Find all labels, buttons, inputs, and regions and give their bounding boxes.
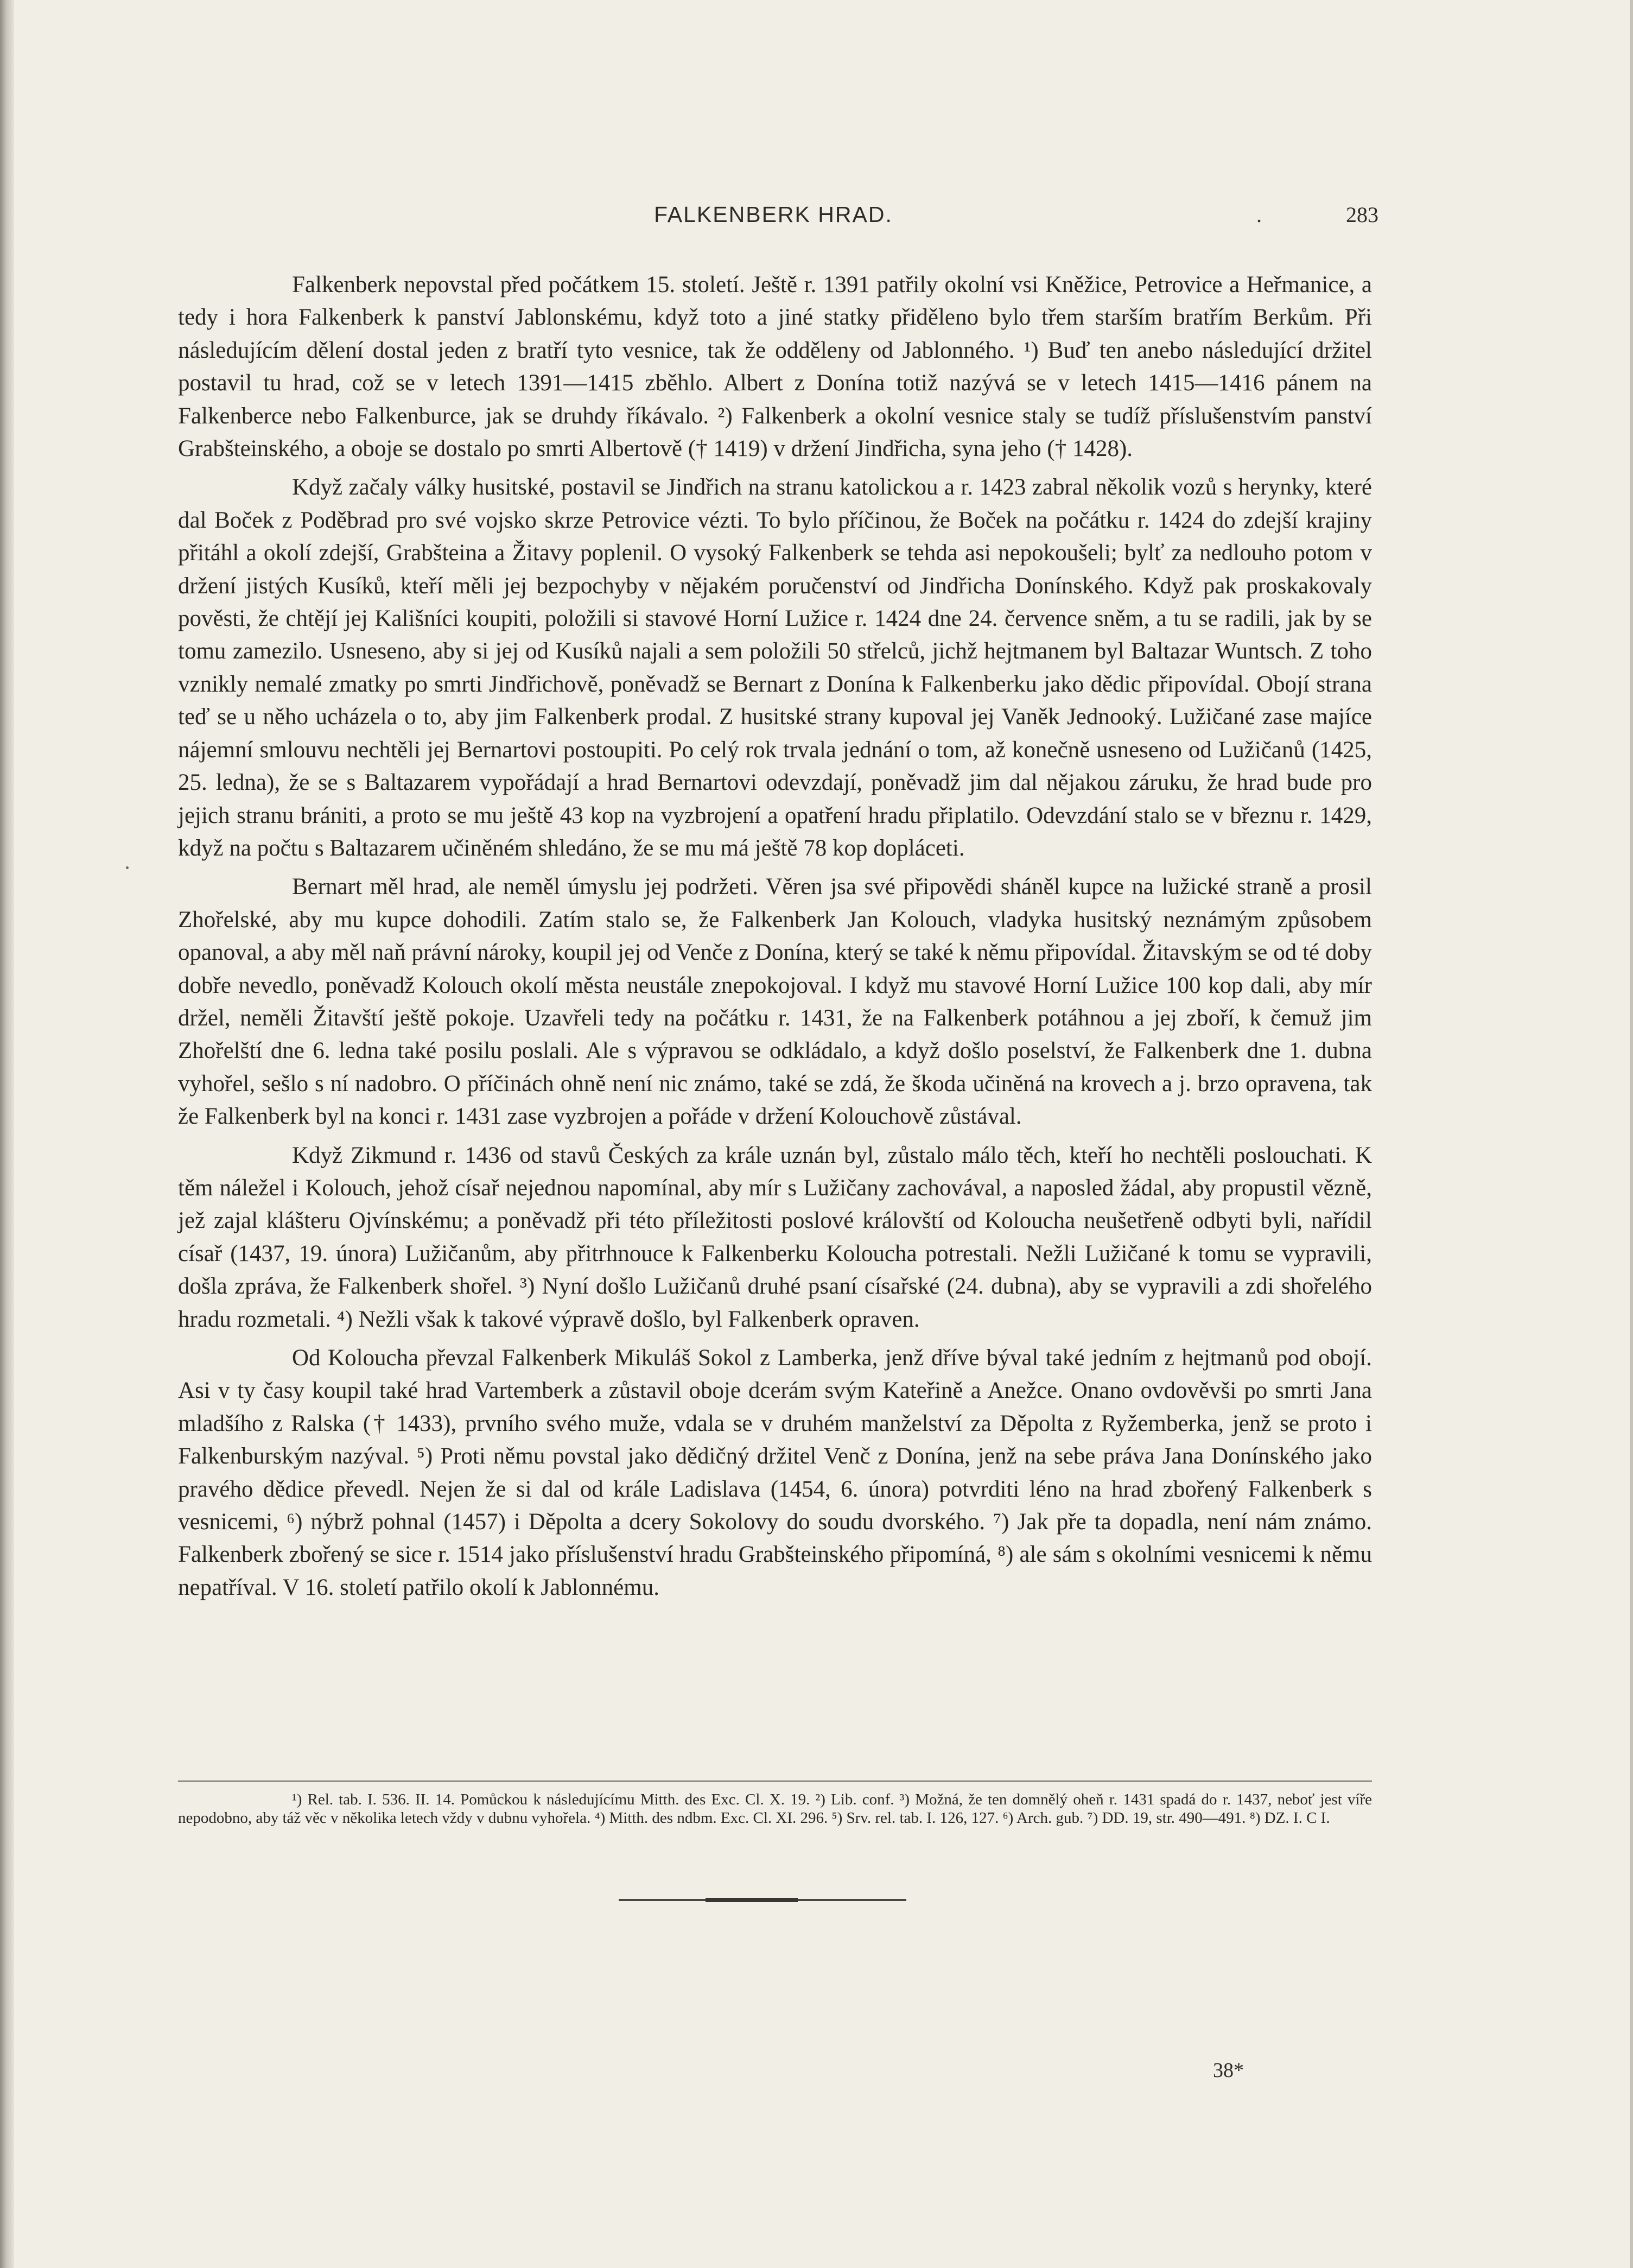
- page-right-edge: [1630, 0, 1633, 2268]
- margin-speck: [126, 866, 129, 869]
- running-head: FALKENBERK HRAD.: [654, 202, 893, 227]
- signature-mark: 38*: [1213, 2059, 1244, 2082]
- end-rule-center: [706, 1898, 798, 1902]
- paragraph-5: Od Kolouchа převzal Falkenberk Mikuláš Sokol z Lamberka, jenž dříve býval také jedním z hejtmanů pod obojí. Asi v ty časy koupil také hrad Vartemberk a zůstavil oboje dcerám svým Kateřině a Anežce. Onano ovdověvši po smrti Jana mladšího z Ralska († 1433), prvního svého muže, vdala se v druhém manželství za Děpolta z Ryžemberka, jenž se proto i Falkenburským nazýval. ⁵) Proti němu povstal jako dědičný držitel Venč z Donína, jenž na sebe práva Jana Donínského jako pravého dědice převedl. Nejen že si dal od krále Ladislava (1454, 6. února) potvrditi léno na hrad zbořený Falkenberk s vesnicemi, ⁶) nýbrž pohnal (1457) i Děpolta a dcery Sokolovy do soudu dvorského. ⁷) Jak pře ta dopadla, není nám známo. Falkenberk zbořený se sice r. 1514 jako příslušenství hradu Grabšteinského připomíná, ⁸) ale sám s okolními vesnicemi k němu nepatříval. V 16. století patřilo okolí k Jablonnému.: [178, 1345, 1372, 1600]
- paragraph-1: Falkenberk nepovstal před počátkem 15. století. Ještě r. 1391 patřily okolní vsi Kněžice, Petrovice a Heřmanice, a tedy i hora Falkenberk k panství Jablonskému, když toto a jiné statky přiděleno bylo třem starším bratřím Berkům. Při následujícím dělení dostal jeden z bratří tyto vesnice, tak že odděleny od Jablonného. ¹) Buď ten anebo následující držitel postavil tu hrad, což se v letech 1391—1415 zběhlo. Albert z Donína totiž nazývá se v letech 1415—1416 pánem na Falkenberce nebo Falkenburce, jak se druhdy říkávalo. ²) Falkenberk a okolní vesnice staly se tudíž příslušenstvím panství Grabšteinského, a oboje se dostalo po smrti Albertově († 1419) v držení Jindřicha, syna jeho († 1428).: [178, 272, 1372, 462]
- paragraph-4: Když Zikmund r. 1436 od stavů Českých za krále uznán byl, zůstalo málo těch, kteří ho nechtěli poslouchati. K těm náležel i Kolouch, jehož císař nejednou napomínal, aby mír s Lužičany zachovával, a naposled žádal, aby propustil vězně, jež zajal klášteru Ojvínskému; a poněvadž při této příležitosti poslové královští od Koloucha neušetřeně odbyti byli, nařídil císař (1437, 19. února) Lužičanům, aby přitrhnouce k Falkenberku Kolouchа potrestali. Nežli Lužičané k tomu se vypravili, došla zpráva, že Falkenberk shořel. ³) Nyní došlo Lužičanů druhé psaní císařské (24. dubna), aby se vypravili a zdi shořelého hradu rozmetali. ⁴) Nežli však k takové výpravě došlo, byl Falkenberk opraven.: [178, 1142, 1372, 1332]
- header-dot: .: [1256, 202, 1262, 227]
- footnotes: [178, 1781, 1372, 1827]
- paragraph-3: Bernart měl hrad, ale neměl úmyslu jej podržeti. Věren jsa své připovědi sháněl kupce na lužické straně a prosil Zhořelské, aby mu kupce dohodili. Zatím stalo se, že Falkenberk Jan Kolouch, vladyka husitský neznámým způsobem opanoval, a aby měl naň právní nároky, koupil jej od Venče z Donína, který se také k němu připovídal. Žitavským se od té doby dobře nevedlo, poněvadž Kolouch okolí města neustále znepokojoval. I když mu stavové Horní Lužice 100 kop dali, aby mír držel, neměli Žitavští ještě pokoje. Uzavřeli tedy na počátku r. 1431, že na Falkenberk potáhnou a jej zboří, k čemuž jim Zhořelští dne 6. ledna také posilu poslali. Ale s výpravou se odkládalo, a když došlo poselství, že Falkenberk dne 1. dubna vyhořel, sešlo s ní nadobro. O příčinách ohně není nic známo, také se zdá, že škoda učiněná na krovech a j. brzo opravena, tak že Falkenberk byl na konci r. 1431 zase vyzbrojen a pořáde v držení Kolouchově zůstával.: [178, 874, 1372, 1130]
- paragraph-2: Když začaly války husitské, postavil se Jindřich na stranu katolickou a r. 1423 zabral několik vozů s herynky, které dal Boček z Poděbrad pro své vojsko skrze Petrovice vézti. To bylo příčinou, že Boček na počátku r. 1424 do zdejší krajiny přitáhl a okolí zdejší, Grabšteina a Žitavy poplenil. O vysoký Falkenberk se tehda asi nepokoušeli; bylť za nedlouho potom v držení jistých Kusíků, kteří měli jej bezpochyby v nějakém poručenství od Jindřicha Donínského. Když pak proskakovaly pověsti, že chtějí jej Kališníci koupiti, položili si stavové Horní Lužice r. 1424 dne 24. července sněm, a tu se radili, jak by se tomu zamezilo. Usneseno, aby si jej od Kusíků najali a sem položili 50 střelců, jichž hejtmanem byl Baltazar Wuntsch. Z toho vznikly nemalé zmatky po smrti Jindřichově, poněvadž se Bernart z Donína k Falkenberku jako dědic připovídal. Obojí strana teď se u něho ucházela o to, aby jim Falkenberk prodal. Z husitské strany kupoval jej Vaněk Jednooký. Lužičané zase majíce nájemní smlouvu nechtěli jej Bernartovi postoupiti. Po celý rok trvala jednání o tom, až konečně usneseno od Lužičanů (1425, 25. ledna), že se s Baltazarem vypořádají a hrad Bernartovi odevzdají, poněvadž jim dal nějakou záruku, že hrad bude pro jejich stranu brániti, a proto se mu ještě 43 kop na vyzbrojení a opatření hradu připlatilo. Odevzdání stalo se v březnu r. 1429, když na počtu s Baltazarem učiněném shledáno, že se mu má ještě 78 kop dopláceti.: [178, 474, 1372, 861]
- body-text: [178, 269, 1372, 1610]
- footnote-text: ¹) Rel. tab. I. 536. II. 14. Pomůckou k následujícímu Mitth. des Exc. Cl. X. 19. ²) Lib. conf. ³) Možná, že ten domnělý oheň r. 1431 spadá do r. 1437, neboť jest víře nepodobno, aby táž věc v několika letech vždy v dubnu vyhořela. ⁴) Mitth. des ndbm. Exc. Cl. XI. 296. ⁵) Srv. rel. tab. I. 126, 127. ⁶) Arch. gub. ⁷) DD. 19, str. 490—491. ⁸) DZ. I. C I.: [178, 1791, 1372, 1827]
- book-binding-edge: [0, 0, 14, 2268]
- page-header: [293, 202, 1378, 240]
- page-number: 283: [1346, 202, 1378, 227]
